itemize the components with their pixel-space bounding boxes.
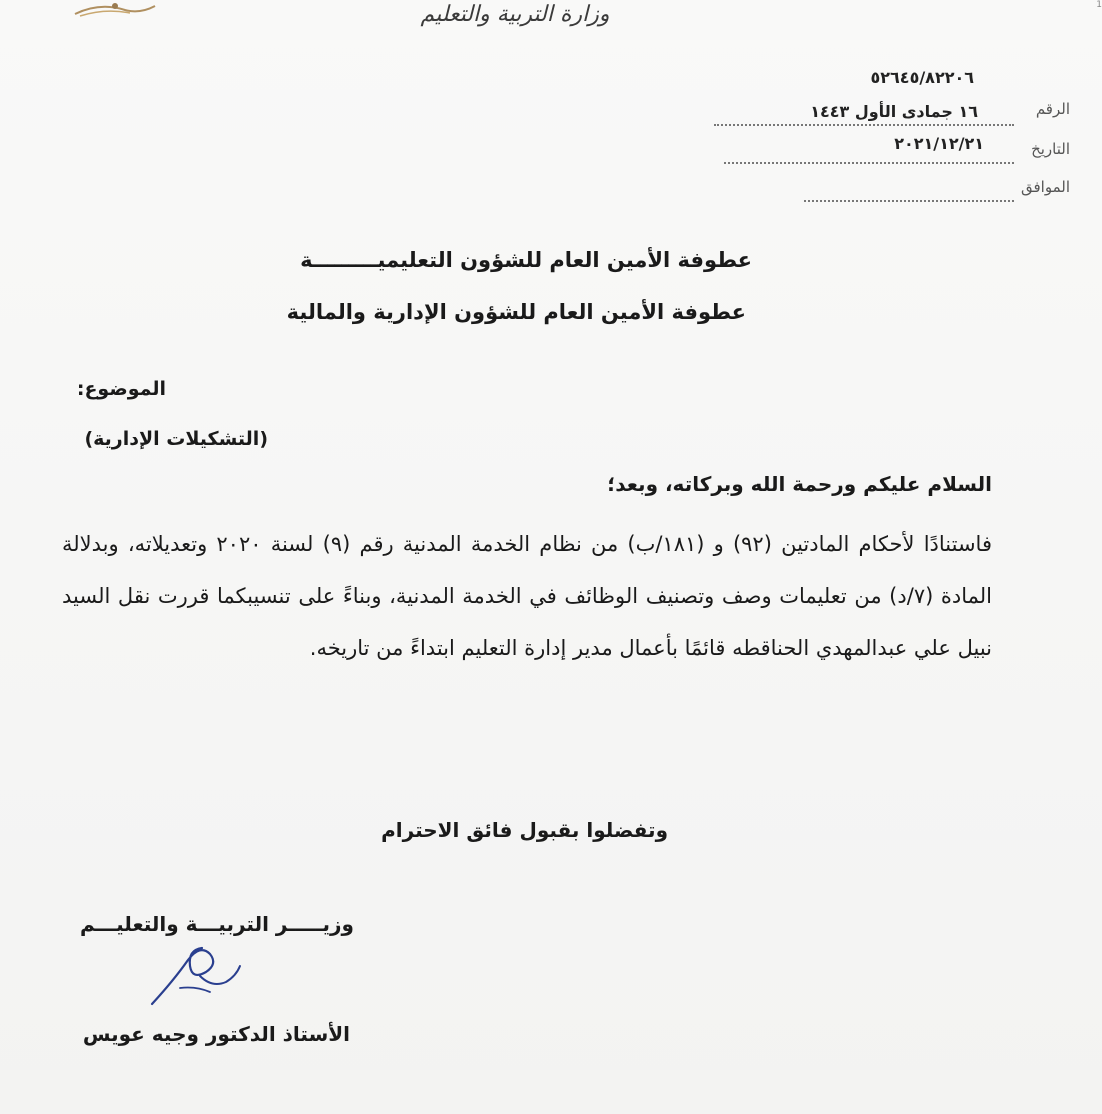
- date-line: [724, 162, 1014, 164]
- ministry-title: وزارة التربية والتعليم: [420, 2, 610, 27]
- reference-number-line: [714, 124, 1014, 126]
- corresponding-line: [804, 200, 1014, 202]
- letter-body: فاستنادًا لأحكام المادتين (٩٢) و (١٨١/ب) من نظام الخدمة المدنية رقم (٩) لسنة ٢٠٢٠ وتعديلاته، وبدلالة المادة (٧/د) من تعليمات وصف وتصنيف الوظائف في الخدمة المدنية، وبناءً على تنسيبكما قررت نقل السيد نبيل علي عبدالمهدي الحناقطه قائمًا بأعمال مدير إدارة التعليم ابتداءً من تاريخه.: [62, 532, 993, 660]
- subject-label: الموضوع:: [76, 378, 166, 400]
- addressee-administrative: عطوفة الأمين العام للشؤون الإدارية والمالية: [286, 300, 746, 324]
- corresponding-label: الموافق: [1020, 178, 1070, 196]
- date-label: التاريخ: [1031, 140, 1070, 158]
- addressee-educational: عطوفة الأمين العام للشؤون التعليميـــــــــة: [300, 248, 752, 272]
- reference-number-label: الرقم: [1035, 100, 1070, 118]
- closing: وتفضلوا بقبول فائق الاحترام: [381, 818, 668, 842]
- date-value: ٢٠٢١/١٢/٢١: [894, 134, 984, 153]
- handwritten-signature-icon: [140, 936, 250, 1016]
- subject-value: (التشكيلات الإدارية): [84, 428, 268, 450]
- signatory-name: الأستاذ الدكتور وجيه عويس: [82, 1022, 350, 1046]
- greeting: السلام عليكم ورحمة الله وبركاته، وبعد؛: [607, 472, 992, 496]
- corner-mark: 1: [1096, 0, 1102, 10]
- hijri-date-value: ١٦ جمادى الأول ١٤٤٣: [810, 102, 978, 121]
- ministry-emblem-icon: [70, 0, 160, 18]
- reference-number-value: ٥٢٦٤٥/٨٢٢٠٦: [870, 68, 974, 87]
- signature-title: وزيـــــر التربيـــة والتعليـــم: [79, 912, 354, 936]
